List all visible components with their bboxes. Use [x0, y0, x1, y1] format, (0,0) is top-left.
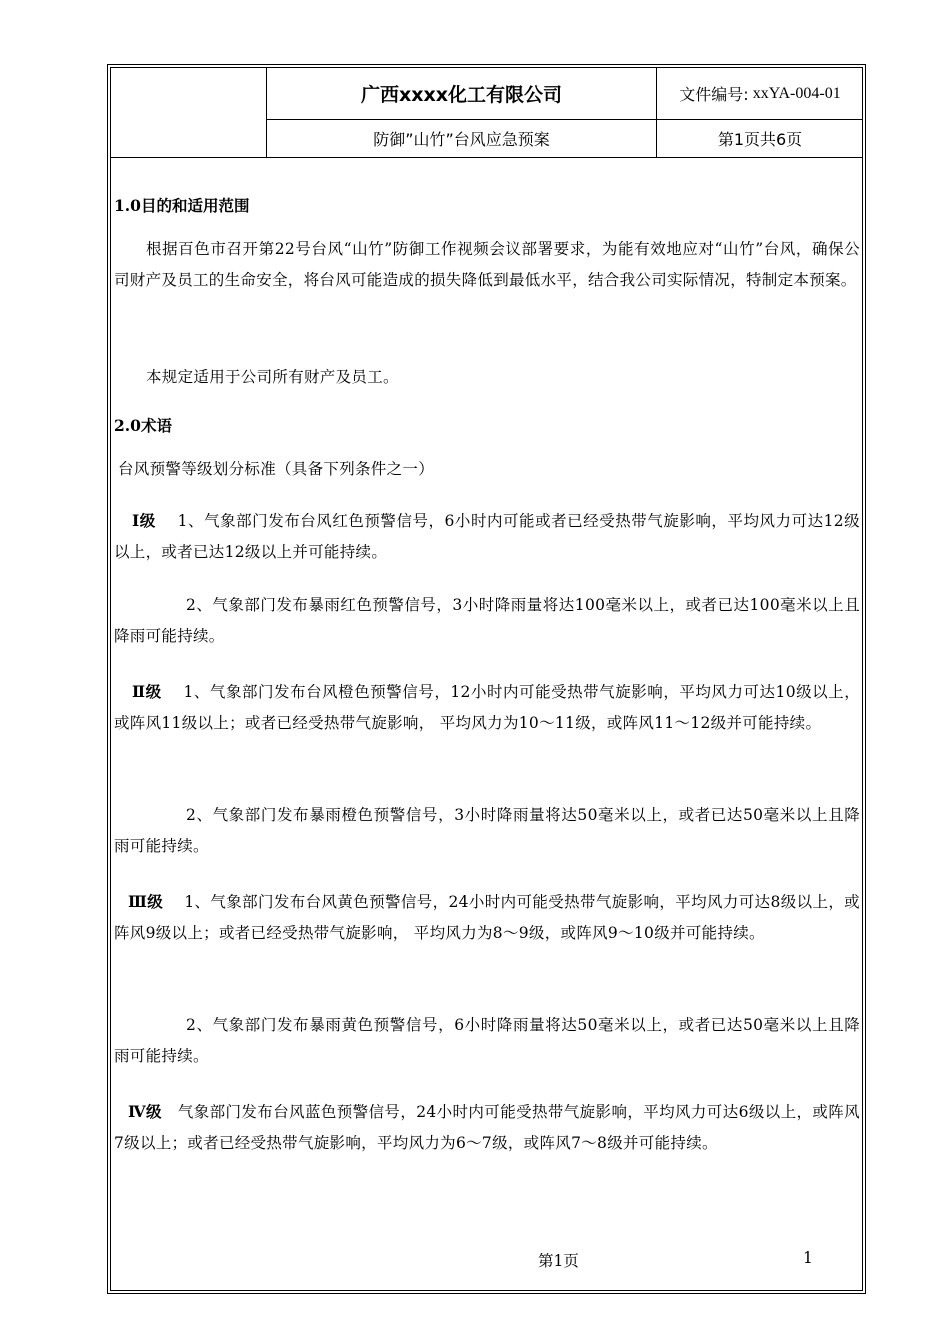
level-1-item-1-text: 1、气象部门发布台风红色预警信号，6小时内可能或者已经受热带气旋影响，平均风力可达12级以上，或者已达12级以上并可能持续。 — [114, 512, 860, 561]
level-2-label: Ⅱ级 — [132, 682, 162, 701]
section-1-paragraph-1: 根据百色市召开第22号台风“山竹”防御工作视频会议部署要求，为能有效地应对“山竹”台风，确保公司财产及员工的生命安全，将台风可能造成的损失降低到最低水平，结合我公司实际情况，特制定本预案。 — [114, 240, 860, 289]
company-name — [267, 68, 656, 119]
level-3-item-1-text: 1、气象部门发布台风黄色预警信号，24小时内可能受热带气旋影响，平均风力可达8级以上，或阵风9级以上；或者已经受热带气旋影响， 平均风力为8～9级，或阵风9～10级并可能持续。 — [114, 893, 860, 942]
document-number — [657, 68, 863, 119]
level-2-item-1-text: 1、气象部门发布台风橙色预警信号，12小时内可能受热带气旋影响，平均风力可达10级以上，或阵风11级以上；或者已经受热带气旋影响， 平均风力为10～11级，或阵风11～12级并可能持续。 — [114, 683, 860, 732]
document-number-label: 文件编号: — [679, 85, 749, 104]
document-number-value: xxYA-004-01 — [752, 84, 841, 102]
level-2-item-1 — [114, 676, 860, 739]
level-4-item-1-text: 气象部门发布台风蓝色预警信号，24小时内可能受热带气旋影响，平均风力可达6级以上，或阵风7级以上；或者已经受热带气旋影响，平均风力为6～7级，或阵风7～8级并可能持续。 — [114, 1103, 860, 1152]
section-1-paragraph-2: 本规定适用于公司所有财产及员工。 — [146, 368, 399, 386]
level-3-label: Ⅲ级 — [128, 892, 164, 911]
level-1-item-2: 2、气象部门发布暴雨红色预警信号，3小时降雨量将达100毫米以上，或者已达100毫米以上且降雨可能持续。 — [114, 596, 860, 645]
level-3-item-1 — [114, 886, 860, 949]
level-1-item-1 — [114, 505, 860, 568]
level-4-item-1 — [114, 1096, 860, 1159]
page-info — [657, 120, 863, 157]
header-bottom-line — [110, 157, 863, 158]
plan-title-text: 防御”山竹”台风应急预案 — [373, 130, 550, 149]
warning-standard-intro-text: 台风预警等级划分标准（具备下列条件之一） — [118, 460, 435, 478]
level-1-label: Ⅰ级 — [132, 511, 156, 530]
section-2-heading: 2.0术语 — [114, 416, 172, 435]
page-info-text: 第1页共6页 — [717, 130, 803, 149]
company-name-text: 广西xxxx化工有限公司 — [360, 84, 563, 106]
footer-page-number: 1 — [803, 1249, 813, 1267]
section-1-heading: 1.0目的和适用范围 — [114, 196, 250, 215]
plan-title — [267, 120, 656, 157]
footer-page-label: 第1页 — [538, 1252, 579, 1270]
level-3-item-2: 2、气象部门发布暴雨黄色预警信号，6小时降雨量将达50毫米以上，或者已达50毫米以上且降雨可能持续。 — [114, 1016, 860, 1065]
level-4-label: Ⅳ级 — [128, 1102, 162, 1121]
level-2-item-2: 2、气象部门发布暴雨橙色预警信号，3小时降雨量将达50毫米以上，或者已达50毫米以上且降雨可能持续。 — [114, 806, 860, 855]
warning-standard-intro — [114, 454, 860, 485]
